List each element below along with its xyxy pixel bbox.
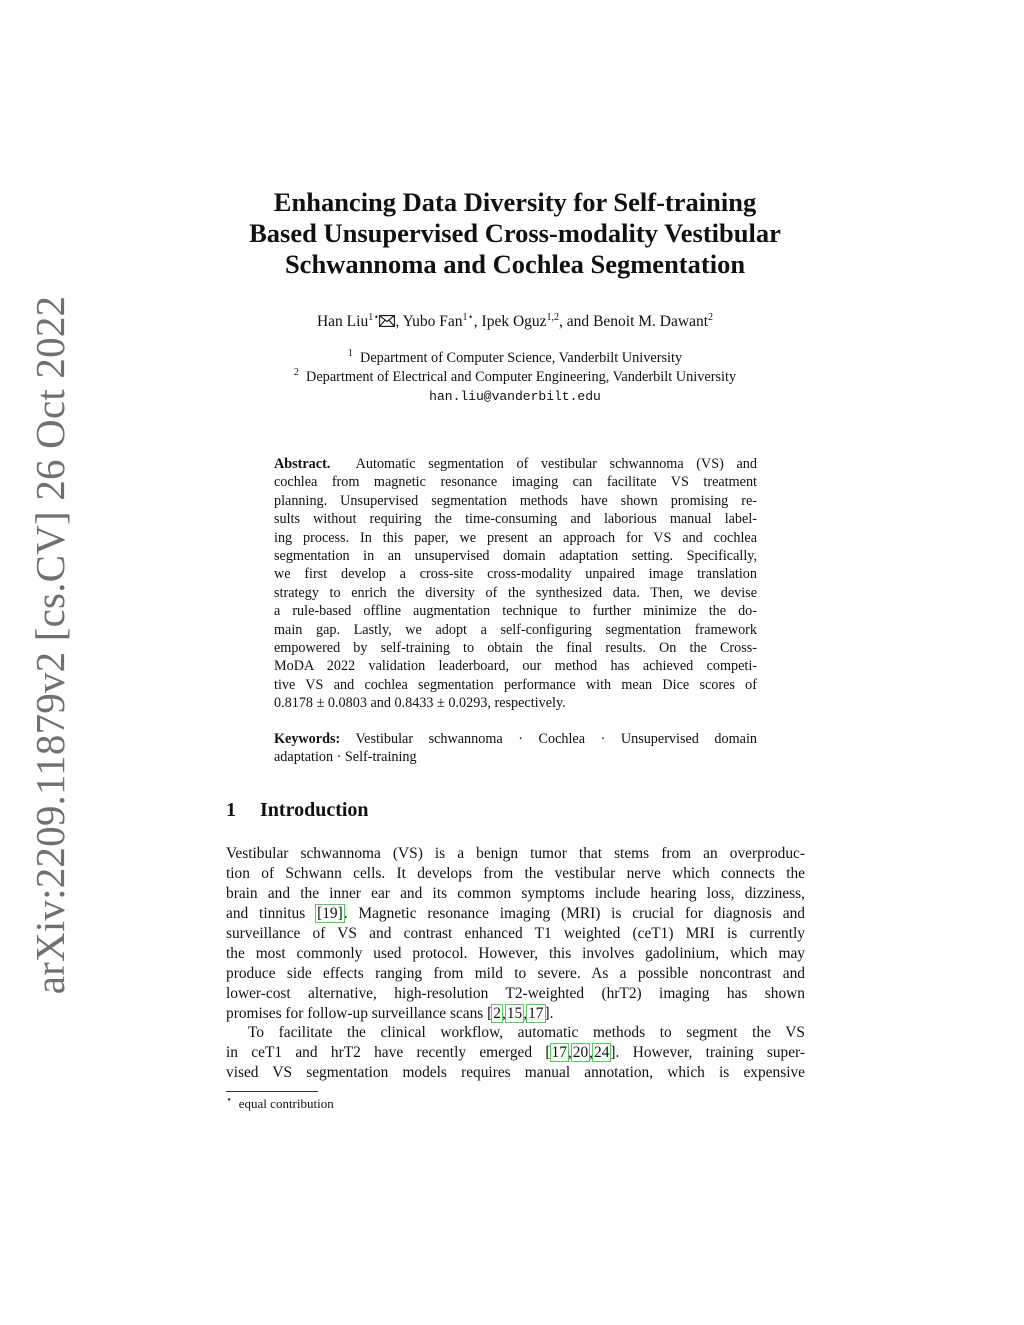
author-list	[180, 313, 850, 332]
body-text: .	[549, 1004, 554, 1022]
abstract-line: MoDA 2022 validation leaderboard, our method has achieved competi-	[274, 658, 757, 675]
body-line: vised VS segmentation models requires manual annotation, which is expensive	[226, 1064, 805, 1082]
footnote	[226, 1096, 334, 1112]
section-heading	[226, 799, 369, 822]
author-separator: , and	[559, 313, 594, 330]
citation-link[interactable]: 20	[572, 1044, 589, 1062]
introduction-text	[226, 844, 805, 1083]
title-line: Schwannoma and Cochlea Segmentation	[284, 249, 746, 279]
author-separator: ,	[395, 313, 403, 330]
body-line: promises for follow-up surveillance scans [2,15,17].	[226, 1004, 554, 1022]
affiliation-text: Department of Electrical and Computer Engineering, Vanderbilt University	[306, 369, 737, 385]
affiliation-text: Department of Computer Science, Vanderbilt University	[360, 350, 683, 366]
keywords-text: Vestibular schwannoma · Cochlea · Unsupervised domain	[355, 731, 757, 747]
body-text: . However, training super-	[615, 1044, 805, 1062]
arxiv-identifier: arXiv:2209.11879v2 [cs.CV] 26 Oct 2022	[27, 295, 73, 995]
affiliation-line	[180, 349, 850, 368]
citation-link[interactable]: 24	[594, 1044, 610, 1062]
section-number: 1	[226, 799, 236, 821]
body-text: in ceT1 and hrT2 have recently emerged	[226, 1044, 546, 1062]
keywords	[274, 730, 757, 767]
email-link[interactable]: han.liu@vanderbilt.edu	[429, 389, 601, 404]
footnote-text: equal contribution	[238, 1096, 334, 1111]
citation-link[interactable]: 2	[493, 1004, 501, 1022]
abstract-line: 0.8178 ± 0.0803 and 0.8433 ± 0.0293, respectively.	[274, 695, 566, 712]
affiliation-mark: 1	[347, 348, 353, 360]
abstract-line: we first develop a cross-site cross-modality unpaired image translation	[274, 566, 757, 583]
citation-link[interactable]: 17	[551, 1044, 567, 1062]
abstract-line: segmentation in an unsupervised domain adaptation setting. Specifically,	[274, 547, 757, 564]
section-title: Introduction	[260, 799, 369, 821]
envelope-icon	[379, 314, 395, 332]
footnote-rule	[226, 1091, 318, 1092]
author-affiliation-mark: 2	[708, 311, 714, 323]
abstract-line: tive VS and cochlea segmentation performance with mean Dice scores of	[274, 676, 757, 693]
abstract-line: a rule-based offline augmentation technique to further minimize the do-	[274, 603, 757, 620]
body-line: Vestibular schwannoma (VS) is a benign tumor that stems from an overproduc-	[226, 845, 805, 862]
body-line: the most commonly used protocol. However, this involves gadolinium, which may	[226, 944, 805, 962]
body-line: brain and the inner ear and its common symptoms include hearing loss, dizziness,	[226, 884, 805, 902]
paper-title	[180, 187, 850, 280]
author-affiliation-mark: 1⋆	[462, 311, 474, 323]
abstract-line: empowered by self-training to obtain the final results. On the Cross-	[274, 639, 757, 656]
author-name: Benoit M. Dawant	[593, 313, 709, 330]
body-line: To facilitate the clinical workflow, automatic methods to segment the VS	[248, 1024, 805, 1042]
abstract-text: Automatic segmentation of vestibular schwannoma (VS) and	[355, 456, 757, 472]
author-separator: ,	[473, 313, 482, 330]
abstract-label: Abstract.	[274, 456, 331, 472]
body-line: tion of Schwann cells. It develops from the vestibular nerve which connects the	[226, 864, 805, 882]
title-line: Based Unsupervised Cross-modality Vestibular	[249, 218, 781, 248]
abstract-line: planning. Unsupervised segmentation methods have shown promising re-	[274, 492, 757, 509]
abstract-line	[274, 455, 757, 473]
keywords-label: Keywords:	[274, 731, 341, 747]
citation-link[interactable]: [19]	[317, 904, 343, 922]
author-name: Ipek Oguz	[481, 313, 547, 330]
body-line: surveillance of VS and contrast enhanced T1 weighted (ceT1) MRI is currently	[226, 924, 805, 942]
author-affiliation-mark: 1,2	[546, 311, 560, 323]
body-line	[226, 904, 805, 924]
abstract-line: cochlea from magnetic resonance imaging can facilitate VS treatment	[274, 474, 757, 491]
abstract-line: sults without requiring the time-consuming and laborious manual label-	[274, 511, 757, 528]
body-line: in ceT1 and hrT2 have recently emerged [17,20,24]. However, training super-	[226, 1044, 805, 1062]
abstract-line: strategy to enrich the diversity of the synthesized data. Then, we devise	[274, 584, 757, 601]
affiliation-mark: 2	[293, 367, 299, 379]
abstract-line: main gap. Lastly, we adopt a self-configuring segmentation framework	[274, 621, 757, 638]
keywords-line: adaptation · Self-training	[274, 749, 417, 766]
affiliation-line	[180, 368, 850, 387]
body-text: promises for follow-up surveillance scans	[226, 1004, 488, 1022]
footnote-mark: ⋆	[226, 1094, 233, 1106]
abstract	[274, 455, 757, 712]
citation-link[interactable]: 15	[506, 1004, 523, 1022]
body-line: lower-cost alternative, high-resolution T2-weighted (hrT2) imaging has shown	[226, 984, 805, 1002]
keywords-line	[274, 730, 757, 748]
author-name: Han Liu	[316, 313, 369, 330]
title-line: Enhancing Data Diversity for Self-training	[273, 187, 757, 217]
author-name: Yubo Fan	[402, 313, 463, 330]
affiliations	[180, 349, 850, 406]
author-affiliation-mark: 1⋆	[368, 311, 380, 323]
citation-link[interactable]: 17	[528, 1004, 544, 1022]
body-text: and tinnitus	[226, 904, 317, 922]
body-line: produce side effects ranging from mild to severe. As a possible noncontrast and	[226, 964, 805, 982]
abstract-line: ing process. In this paper, we present an approach for VS and cochlea	[274, 529, 757, 546]
body-text: . Magnetic resonance imaging (MRI) is crucial for diagnosis and	[343, 904, 805, 922]
